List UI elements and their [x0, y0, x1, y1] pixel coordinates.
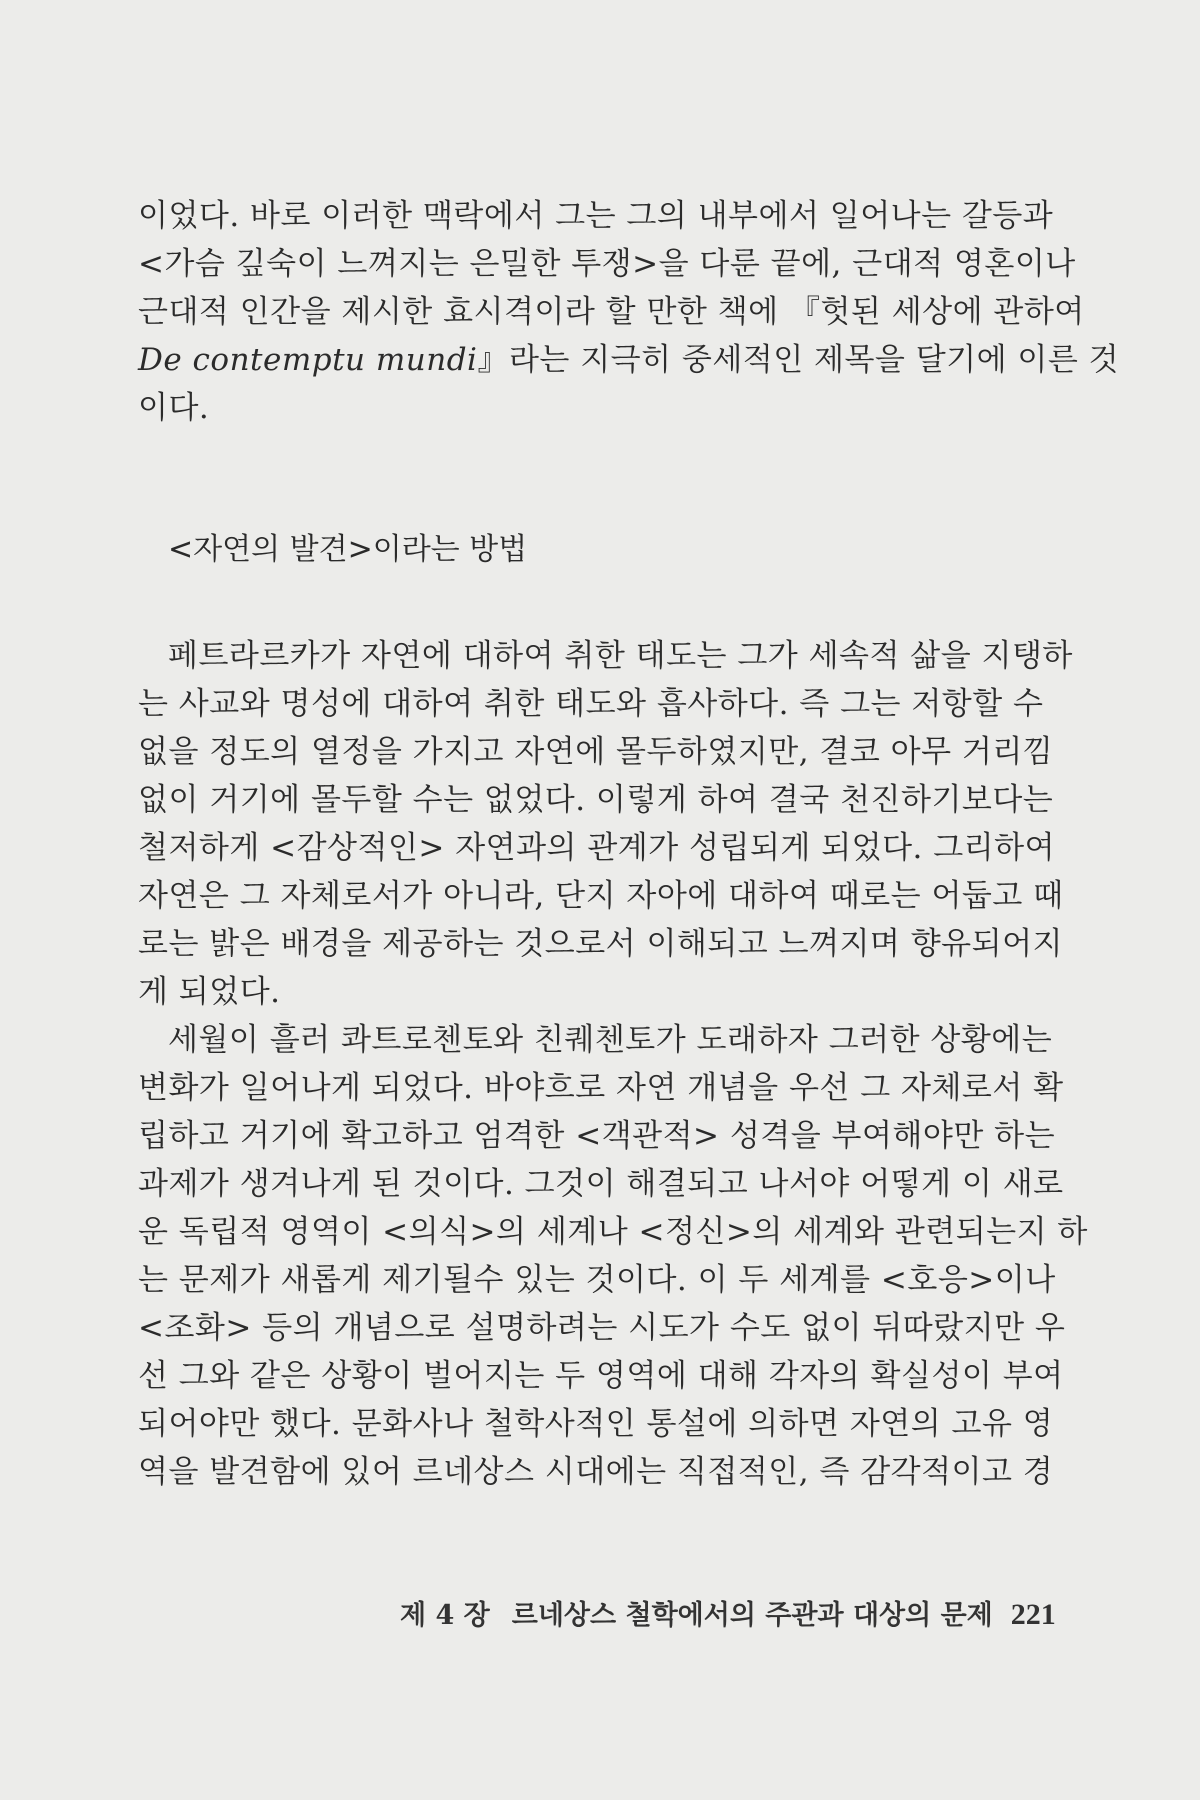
text-line: 로는 밝은 배경을 제공하는 것으로서 이해되고 느껴지며 향유되어지	[138, 926, 1063, 962]
latin-book-title: De contemptu mundi	[138, 342, 478, 378]
text-line: 자연은 그 자체로서가 아니라, 단지 자아에 대하여 때로는 어둡고 때	[138, 878, 1064, 914]
text-line: 립하고 거기에 확고하고 엄격한 <객관적> 성격을 부여해야만 하는	[138, 1118, 1056, 1154]
text-line: 없이 거기에 몰두할 수는 없었다. 이렇게 하여 결국 천진하기보다는	[138, 782, 1054, 818]
text-line: 페트라르카가 자연에 대하여 취한 태도는 그가 세속적 삶을 지탱하	[168, 638, 1073, 674]
running-footer	[400, 1597, 1056, 1634]
text-line: 이다.	[138, 390, 210, 426]
text-line: 변화가 일어나게 되었다. 바야흐로 자연 개념을 우선 그 자체로서 확	[138, 1070, 1064, 1106]
section-heading: <자연의 발견>이라는 방법	[168, 532, 528, 567]
text-line: 게 되었다.	[138, 974, 281, 1010]
text-line: <조화> 등의 개념으로 설명하려는 시도가 수도 없이 뒤따랐지만 우	[138, 1310, 1066, 1346]
text-line: 근대적 인간을 제시한 효시격이라 할 만한 책에 『헛된 세상에 관하여	[138, 294, 1085, 330]
text-line: 운 독립적 영역이 <의식>의 세계나 <정신>의 세계와 관련되는지 하	[138, 1214, 1088, 1250]
text-line: 세월이 흘러 콰트로첸토와 친퀘첸토가 도래하자 그러한 상황에는	[168, 1022, 1053, 1058]
text-line: 는 사교와 명성에 대하여 취한 태도와 흡사하다. 즉 그는 저항할 수	[138, 686, 1044, 722]
text-line: 이었다. 바로 이러한 맥락에서 그는 그의 내부에서 일어나는 갈등과	[138, 198, 1054, 234]
paragraph-2	[138, 1016, 1088, 1496]
text-line: 역을 발견함에 있어 르네상스 시대에는 직접적인, 즉 감각적이고 경	[138, 1454, 1054, 1490]
text-line	[138, 336, 1120, 384]
text-line: 되어야만 했다. 문화사나 철학사적인 통설에 의하면 자연의 고유 영	[138, 1406, 1054, 1442]
text-line: 는 문제가 새롭게 제기될수 있는 것이다. 이 두 세계를 <호응>이나	[138, 1262, 1056, 1298]
running-title: 르네상스 철학에서의 주관과 대상의 문제	[511, 1600, 993, 1631]
page-number: 221	[1010, 1598, 1056, 1631]
text-line-rest: 』라는 지극히 중세적인 제목을 달기에 이른 것	[477, 342, 1120, 378]
top-paragraph	[138, 192, 1120, 432]
text-line: 선 그와 같은 상황이 벌어지는 두 영역에 대해 각자의 확실성이 부여	[138, 1358, 1064, 1394]
text-line: 과제가 생겨나게 된 것이다. 그것이 해결되고 나서야 어떻게 이 새로	[138, 1166, 1064, 1202]
text-line: 철저하게 <감상적인> 자연과의 관계가 성립되게 되었다. 그리하여	[138, 830, 1056, 866]
chapter-label: 제 4 장	[400, 1600, 490, 1631]
paragraph-1	[138, 632, 1073, 1016]
text-line: 없을 정도의 열정을 가지고 자연에 몰두하였지만, 결코 아무 거리낌	[138, 734, 1054, 770]
text-line: <가슴 깊숙이 느껴지는 은밀한 투쟁>을 다룬 끝에, 근대적 영혼이나	[138, 246, 1076, 282]
